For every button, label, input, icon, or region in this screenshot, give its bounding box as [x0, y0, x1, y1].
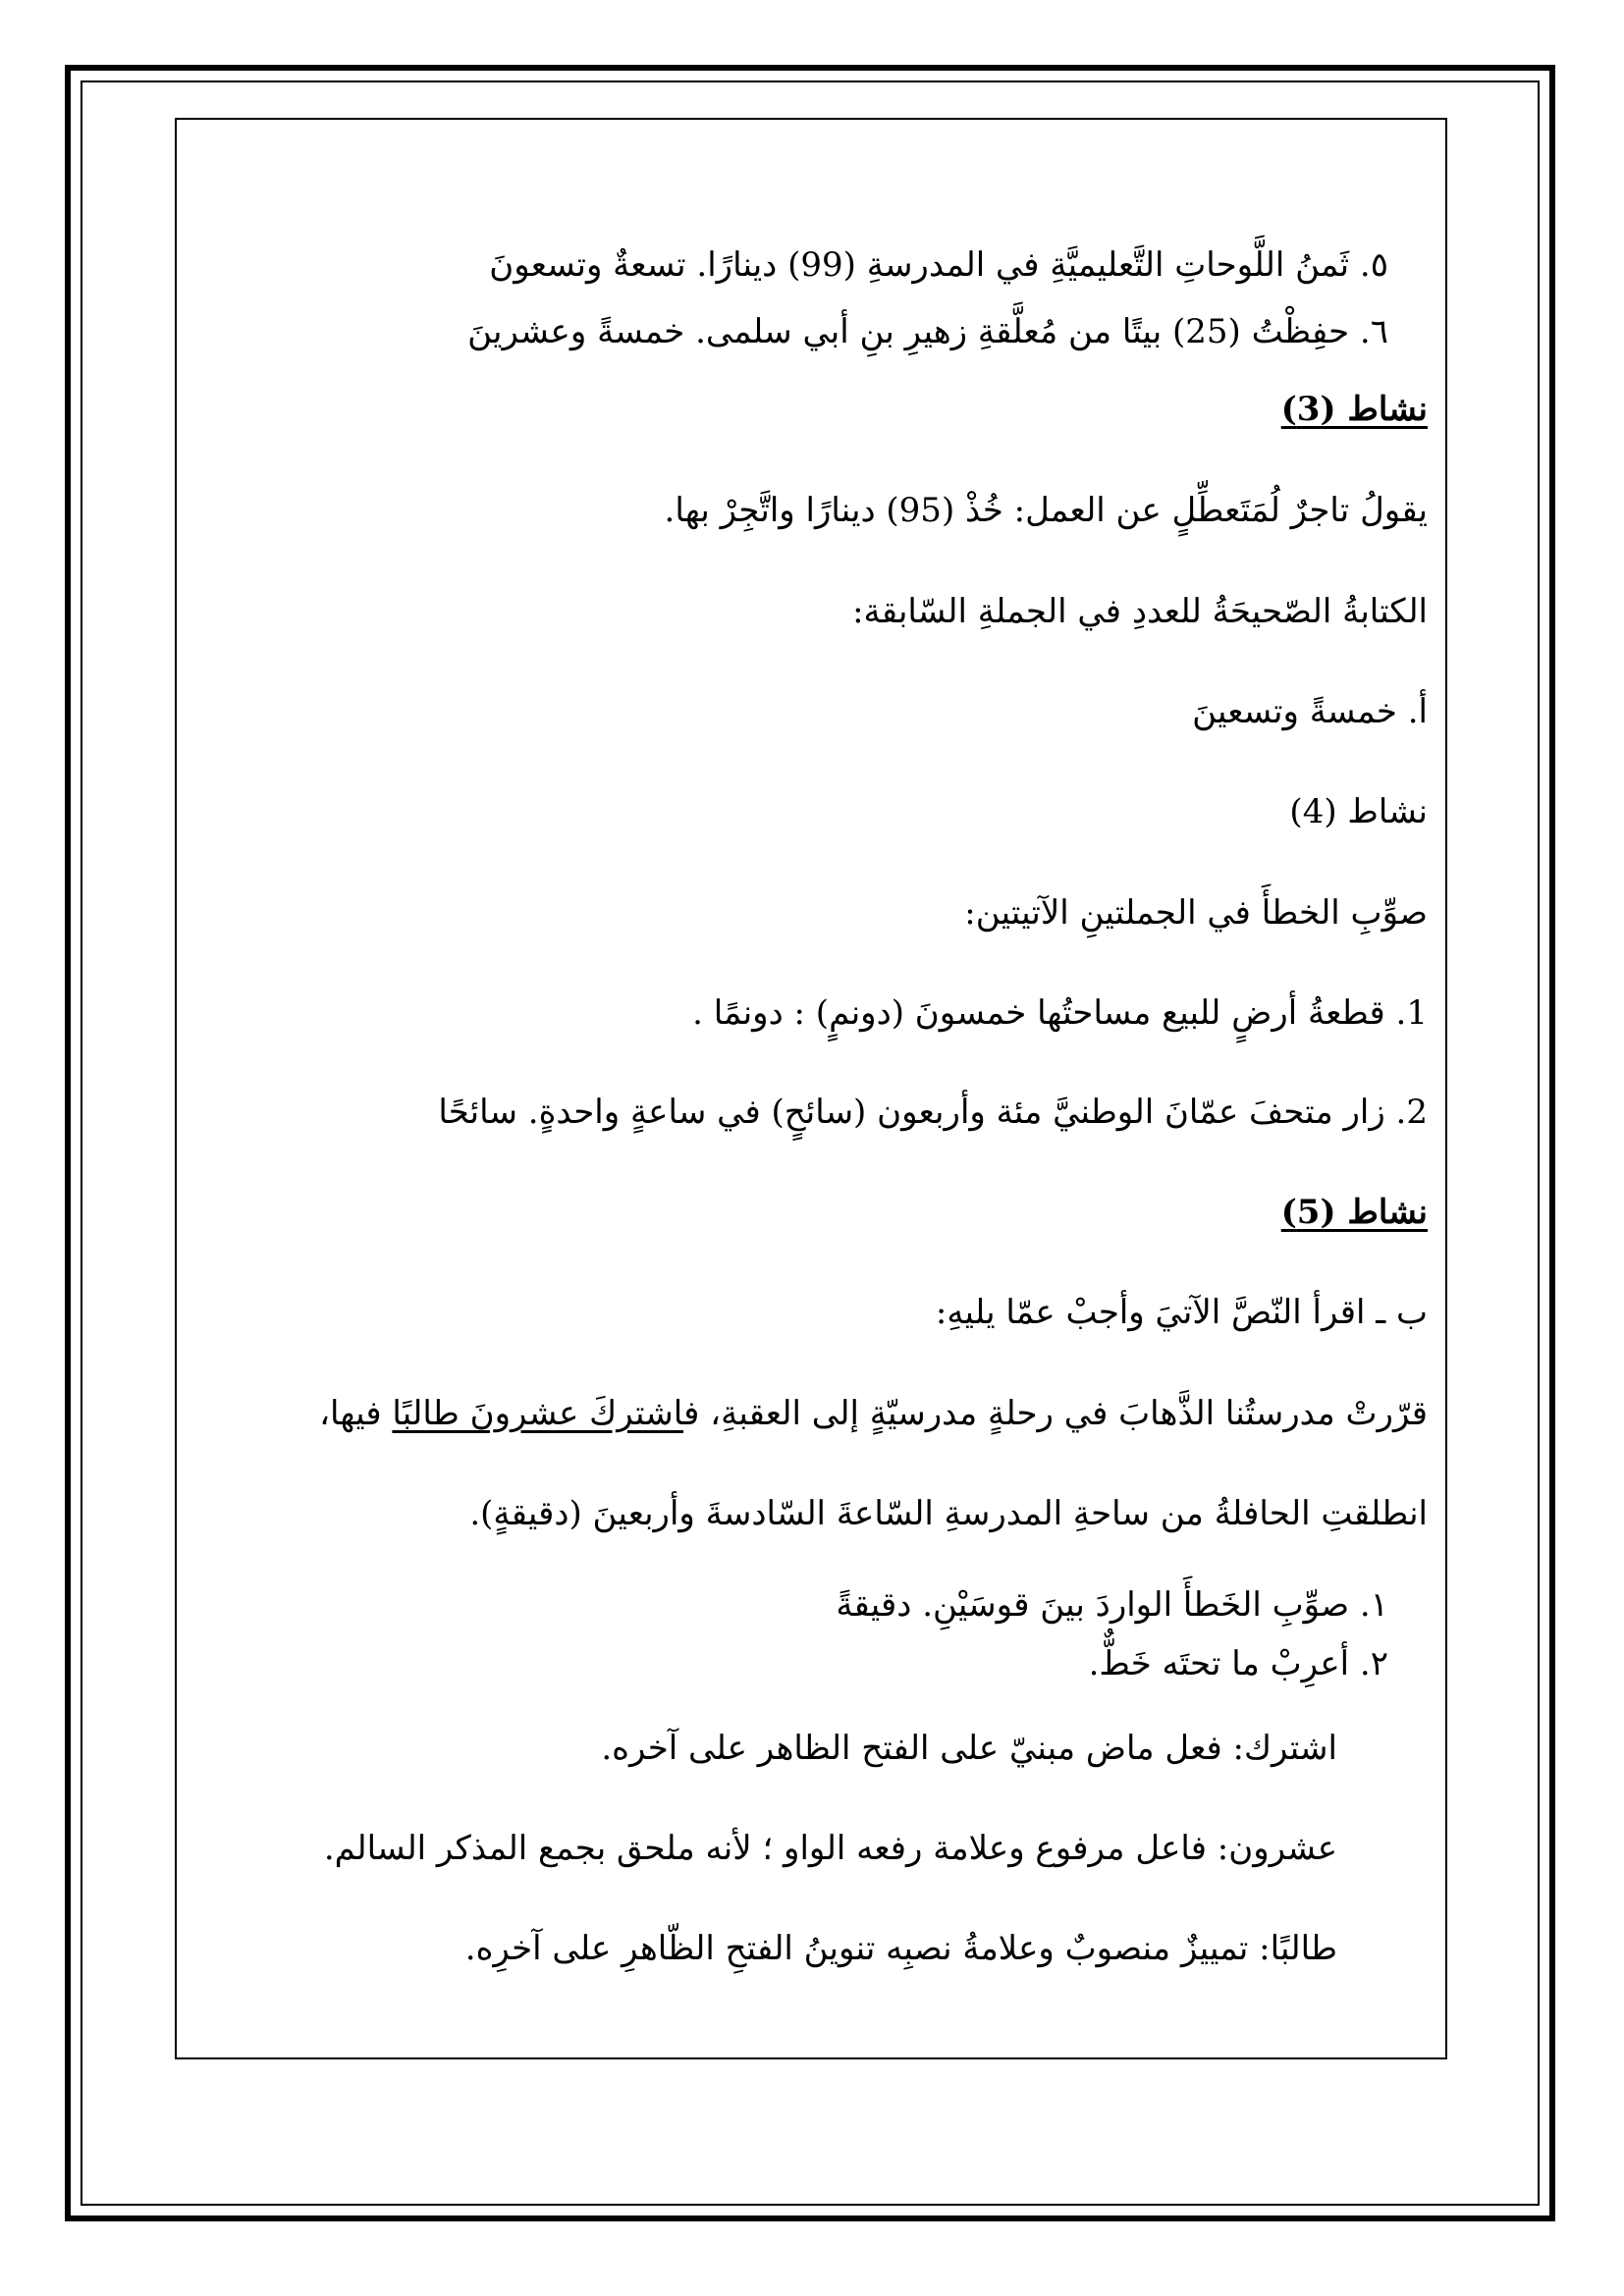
worksheet-content — [175, 118, 1447, 2059]
text-segment: قرّرتْ مدرستُنا الذَّهابَ في رحلةٍ مدرسيّةٍ إلى العقبةِ، ف — [683, 1394, 1428, 1433]
parse-answer-1: اشترك: فعل ماض مبنيّ على الفتح الظاهر على آخره. — [601, 1729, 1337, 1768]
activity-4-instruction: صوِّبِ الخطأَ في الجملتينِ الآتيتين: — [964, 893, 1428, 933]
parse-answer-2: عشرون: فاعل مرفوع وعلامة رفعه الواو ؛ لأنه ملحق بجمع المذكر السالم. — [323, 1829, 1337, 1868]
item-5-line: ٥. ثَمنُ اللَّوحاتِ التَّعليميَّةِ في المدرسةِ (99) دينارًا. تسعةٌ وتسعونَ — [489, 245, 1388, 285]
underlined-phrase: اشتركَ عشرونَ طالبًا — [392, 1394, 684, 1433]
activity-4-item-1: 1. قطعةُ أرضٍ للبيع مساحتُها خمسونَ (دونمٍ) : دونمًا . — [692, 993, 1428, 1033]
parse-answer-3: طالبًا: تمييزٌ منصوبٌ وعلامةُ نصبِه تنوينُ الفتحِ الظّاهرِ على آخرِه. — [464, 1929, 1337, 1968]
activity-3-answer: أ. خمسةً وتسعينَ — [1192, 692, 1428, 731]
activity-4-item-2: 2. زار متحفَ عمّانَ الوطنيَّ مئة وأربعون (سائحٍ) في ساعةٍ واحدةٍ. سائحًا — [438, 1093, 1428, 1132]
activity-5-heading: نشاط (5) — [1280, 1193, 1428, 1232]
activity-3-sentence: يقولُ تاجرٌ لُمَتَعطِّلٍ عن العمل: خُذْ (95) دينارًا واتَّجِرْ بها. — [664, 491, 1428, 530]
item-6-line: ٦. حفِظْتُ (25) بيتًا من مُعلَّقةِ زهيرِ بنِ أبي سلمى. خمسةً وعشرينَ — [467, 312, 1388, 351]
text-segment: فيها، — [319, 1394, 393, 1433]
activity-5-question-1: ١. صوِّبِ الخَطأَ الواردَ بينَ قوسَيْنِ. دقيقةً — [836, 1585, 1388, 1625]
activity-5-question-2: ٢. أعرِبْ ما تحتَه خَطٌّ. — [1088, 1644, 1388, 1683]
activity-5-instruction: ب ـ اقرأ النّصَّ الآتيَ وأجبْ عمّا يليهِ: — [935, 1293, 1428, 1332]
activity-3-heading: نشاط (3) — [1280, 390, 1428, 429]
activity-4-heading: نشاط (4) — [1289, 792, 1428, 831]
activity-5-text-line-1 — [319, 1389, 1428, 1438]
activity-5-text-line-2: انطلقتِ الحافلةُ من ساحةِ المدرسةِ السّاعةَ السّادسةَ وأربعينَ (دقيقةٍ). — [469, 1494, 1428, 1533]
activity-3-question: الكتابةُ الصّحيحَةُ للعددِ في الجملةِ السّابقة: — [852, 592, 1428, 631]
